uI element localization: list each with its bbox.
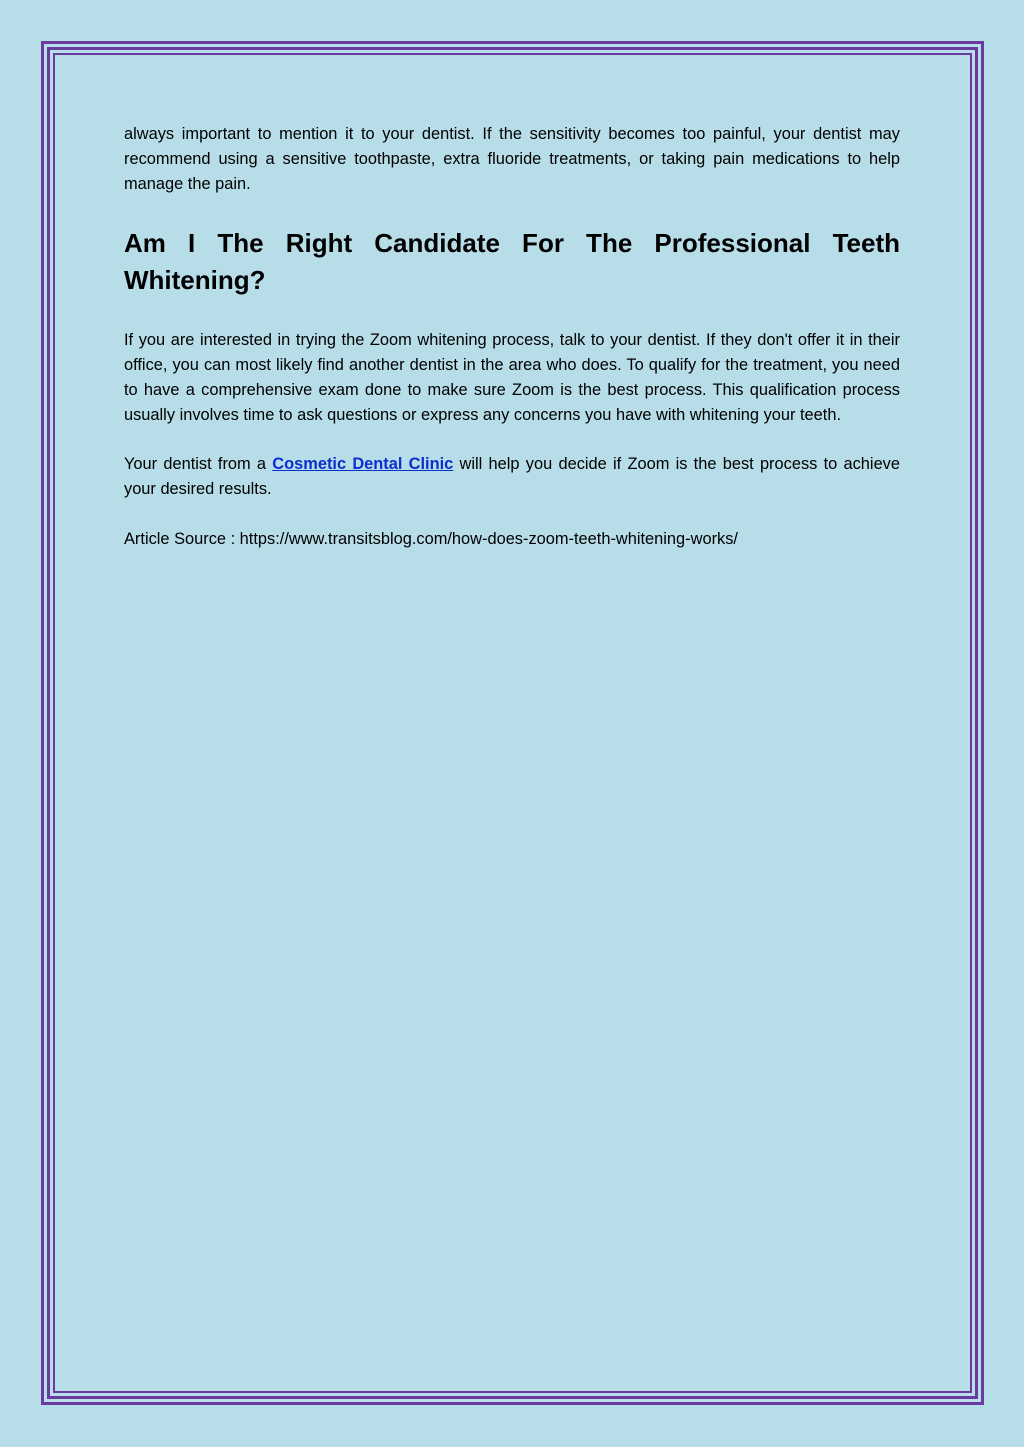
- clinic-text-after: will help you decide if Zoom is the best process to achieve your desired results.: [124, 455, 900, 498]
- intro-paragraph: always important to mention it to your dentist. If the sensitivity becomes too painful, your dentist may recommend using a sensitive toothpaste, extra fluoride treatments, or taking pain medications to help manage the pain.: [124, 125, 900, 193]
- cosmetic-dental-clinic-link[interactable]: Cosmetic Dental Clinic: [272, 455, 454, 473]
- clinic-text-before: Your dentist from a: [124, 455, 273, 473]
- section-heading: Am I The Right Candidate For The Professional Teeth Whitening?: [124, 228, 900, 295]
- article-source: Article Source : https://www.transitsblog.com/how-does-zoom-teeth-whitening-works/: [124, 530, 738, 548]
- article-body: [124, 122, 900, 552]
- candidate-paragraph: If you are interested in trying the Zoom whitening process, talk to your dentist. If they don't offer it in their office, you can most likely find another dentist in the area who does. To qualify for the treatment, you need to have a comprehensive exam done to make sure Zoom is the best process. This qualification process usually involves time to ask questions or express any concerns you have with whitening your teeth.: [124, 331, 900, 424]
- clinic-paragraph: [124, 452, 900, 502]
